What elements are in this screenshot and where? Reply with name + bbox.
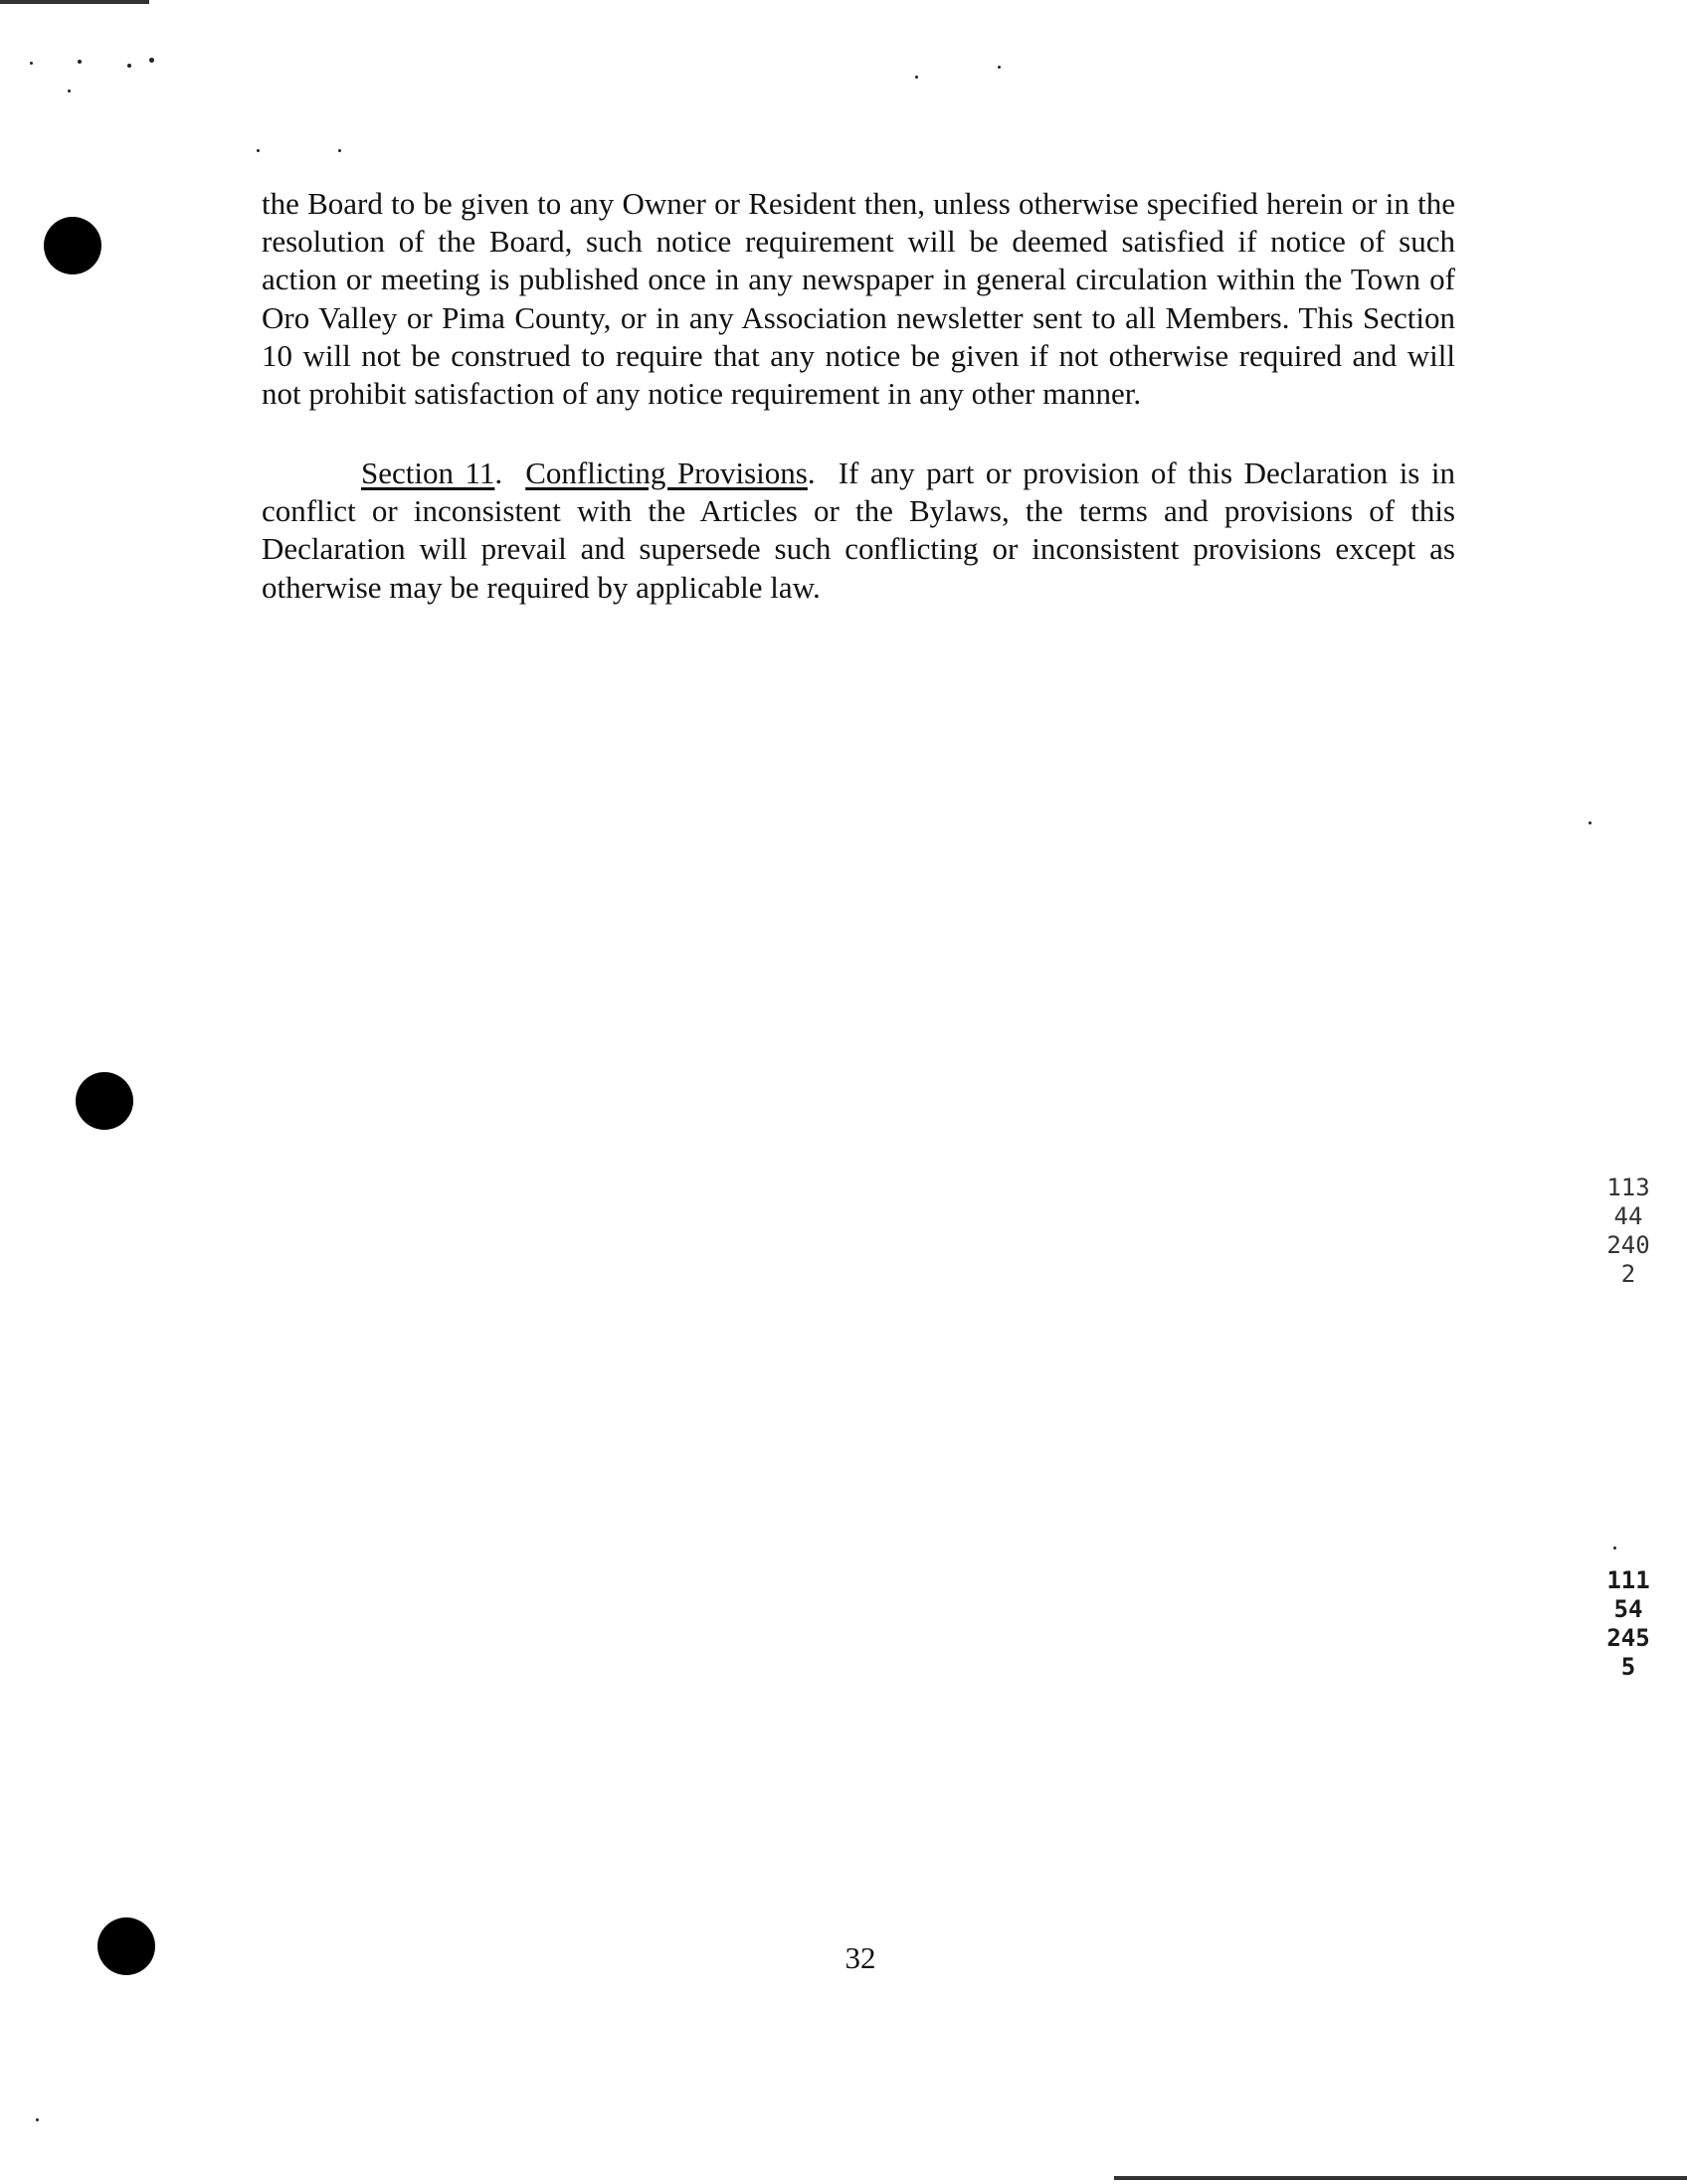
scan-speck [1613,1547,1616,1549]
scan-speck [257,149,260,152]
paragraph-section-11: Section 11. Conflicting Provisions. If any part or provision of this Declaration is in conflict or inconsistent with the Articles or the Bylaws, the terms and provisions of this Declaration will prevail and supersede such conflicting or inconsistent provisions except as otherwise may be required by applicable law. [262,455,1456,605]
section-11-body: If any part or provision of this Declaration is in conflict or inconsistent with the Articles or the Bylaws, the terms and provisions of this Declaration will prevail and supersede such conflicting or inconsistent provisions except as otherwise may be required by applicable law. [262,455,1456,605]
paragraph-notice: the Board to be given to any Owner or Resident then, unless otherwise specified herein or in the resolution of the Board, such notice requirement will be deemed satisfied if notice of such action or meeting is published once in any newspaper in general circulation within the Town of Oro Valley or Pima County, or in any Association newsletter sent to all Members. This Section 10 will not be construed to require that any notice be given if not otherwise required and will not prohibit satisfaction of any notice requirement in any other manner. [262,186,1455,412]
scan-speck [149,58,154,63]
section-11-number: Section 11 [361,455,495,490]
scan-speck [36,2118,39,2121]
section-11-title: Conflicting Provisions [525,455,808,490]
scan-edge-top [0,0,149,4]
scan-speck [30,62,33,65]
scan-speck [915,76,918,79]
scan-edge-bottom [1114,2176,1687,2180]
scan-speck [68,90,71,92]
scan-speck [998,66,1001,69]
page-number: 32 [844,1940,876,1975]
scan-speck [78,60,82,64]
scan-speck [338,149,341,152]
recording-stamp-lower: 11154 2455 [1606,1566,1650,1681]
punch-hole [97,1917,155,1975]
scan-speck [1589,821,1592,824]
punch-hole [76,1072,133,1130]
punch-hole [44,217,101,274]
recording-stamp-upper: 11344 2402 [1606,1174,1650,1288]
scan-speck [127,64,131,68]
